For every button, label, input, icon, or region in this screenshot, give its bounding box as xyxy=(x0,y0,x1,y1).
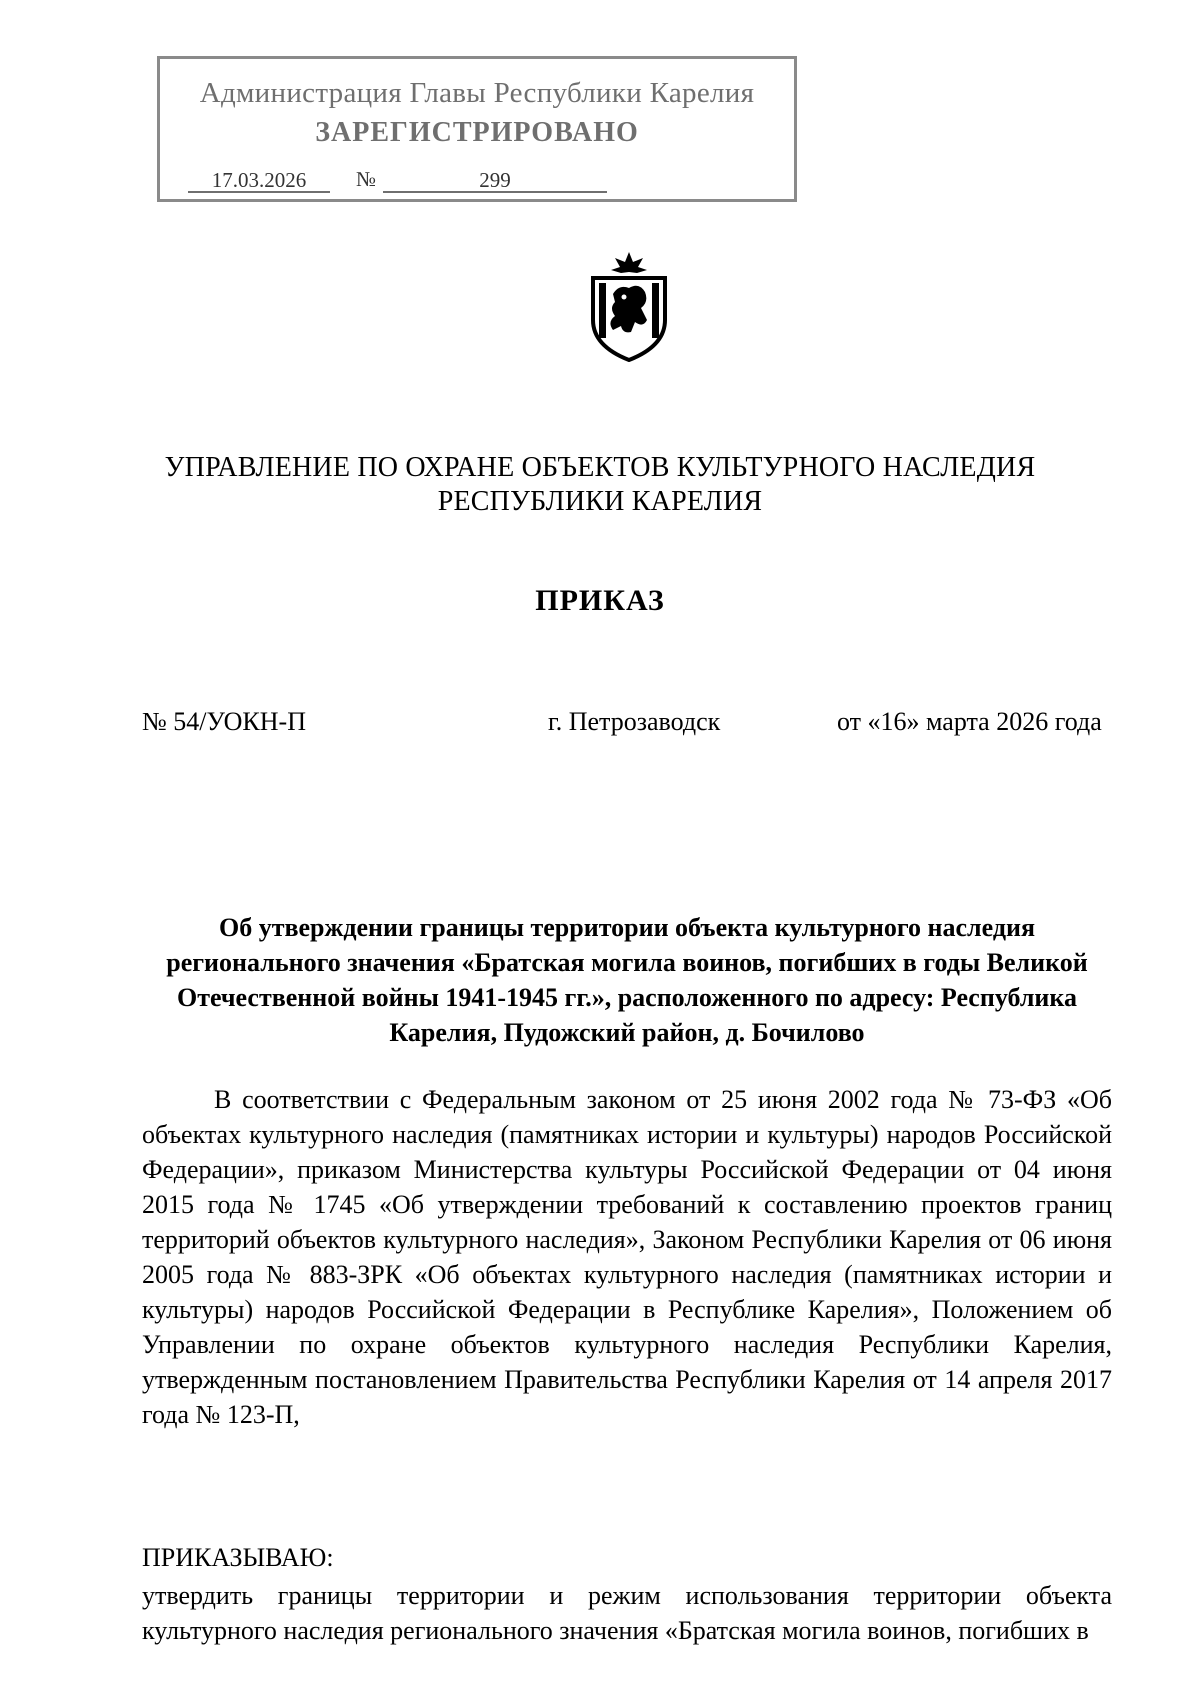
karelia-coat-of-arms-icon xyxy=(583,250,675,362)
order-directive-heading: ПРИКАЗЫВАЮ: xyxy=(142,1543,334,1572)
legal-basis-paragraph: В соответствии с Федеральным законом от 25 июня 2002 года № 73-ФЗ «Об объектах культурного наследия (памятниках истории и культуры) народов Российской Федерации», приказом Министерства культуры Российской Федерации от 04 июня 2015 года № 1745 «Об утверждении требований к составлению проектов границ территорий объектов культурного наследия», Законом Республики Карелия от 06 июня 2005 года № 883-ЗРК «Об объектах культурного наследия (памятниках истории и культуры) народов Российской Федерации в Республике Карелия», Положением об Управлении по охране объектов культурного наследия Республики Карелия, утвержденным постановлением Правительства Республики Карелия от 14 апреля 2017 года № 123-П, xyxy=(142,1085,1112,1429)
agency-name-line2: РЕСПУБЛИКИ КАРЕЛИЯ xyxy=(437,486,763,517)
agency-name-line1: УПРАВЛЕНИЕ ПО ОХРАНЕ ОБЪЕКТОВ КУЛЬТУРНОГО НАСЛЕДИЯ xyxy=(164,452,1036,483)
document-type-title: ПРИКАЗ xyxy=(535,584,665,617)
stamp-authority: Администрация Главы Республики Карелия xyxy=(199,77,755,109)
order-number: № 54/УОКН-П xyxy=(142,707,306,736)
stamp-number: 299 xyxy=(383,169,607,193)
stamp-date: 17.03.2026 xyxy=(188,169,330,193)
order-date: от «16» марта 2026 года xyxy=(837,707,1102,736)
registration-stamp xyxy=(157,56,797,202)
order-subject: Об утверждении границы территории объекта культурного наследия регионального значения «Братская могила воинов, погибших в годы Великой Отечественной войны 1941-1945 гг.», расположенного по адресу: Республика Карелия, Пудожский район, д. Бочилово xyxy=(166,913,1088,1047)
stamp-number-label: № xyxy=(356,167,377,191)
order-decision-text: утвердить границы территории и режим использования территории объекта культурного наследия регионального значения «Братская могила воинов, погибших в xyxy=(142,1581,1112,1645)
stamp-registered-label: ЗАРЕГИСТРИРОВАНО xyxy=(315,117,639,148)
order-city: г. Петрозаводск xyxy=(548,707,721,736)
